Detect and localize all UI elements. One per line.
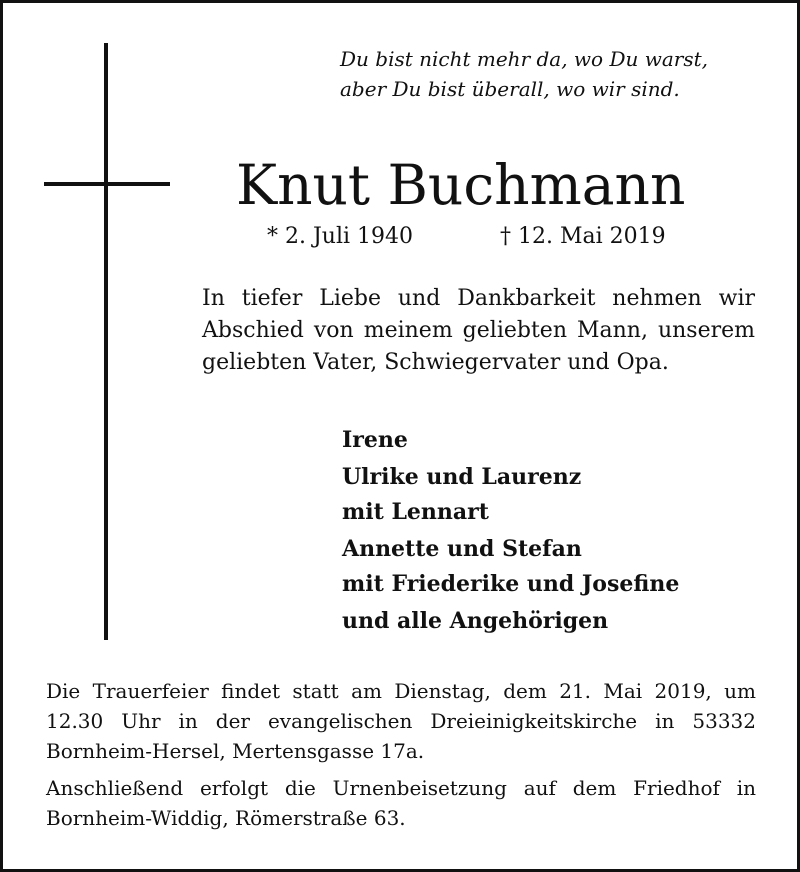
birth-date: * 2. Juli 1940 <box>267 224 414 249</box>
mourner-group <box>342 423 782 458</box>
mourner-group <box>342 460 782 530</box>
mourner-line: Irene <box>342 427 408 453</box>
mourner-line: mit Friederike und Josefine <box>342 571 680 597</box>
motto-quote <box>340 44 760 104</box>
mourner-line: Ulrike und Laurenz <box>342 464 582 490</box>
mourners-list <box>342 423 782 641</box>
mourner-line: und alle Angehörigen <box>342 608 609 634</box>
cross-vertical-bar <box>104 43 108 640</box>
mourner-line: Annette und Stefan <box>342 536 582 562</box>
motto-line-2: aber Du bist überall, wo wir sind. <box>340 77 680 101</box>
farewell-text: In tiefer Liebe und Dankbarkeit nehmen wir Abschied von meinem geliebten Mann, unserem geliebten Vater, Schwiegervater und Opa. <box>202 286 755 375</box>
death-date: † 12. Mai 2019 <box>500 224 666 249</box>
deceased-name: Knut Buchmann <box>236 153 686 217</box>
mourner-group <box>342 532 782 602</box>
mourner-line: mit Lennart <box>342 499 489 525</box>
ceremony-info: Die Trauerfeier findet statt am Dienstag, dem 21. Mai 2019, um 12.30 Uhr in der evangelischen Dreieinigkeitskirche in 53332 Bornheim-Hersel, Mertensgasse 17a. <box>46 679 756 763</box>
burial-info: Anschließend erfolgt die Urnenbeisetzung auf dem Friedhof in Bornheim-Widdig, Römerstraße 63. <box>46 776 756 830</box>
motto-line-1: Du bist nicht mehr da, wo Du warst, <box>340 47 708 71</box>
mourner-group <box>342 604 782 639</box>
cross-horizontal-bar <box>44 182 170 186</box>
